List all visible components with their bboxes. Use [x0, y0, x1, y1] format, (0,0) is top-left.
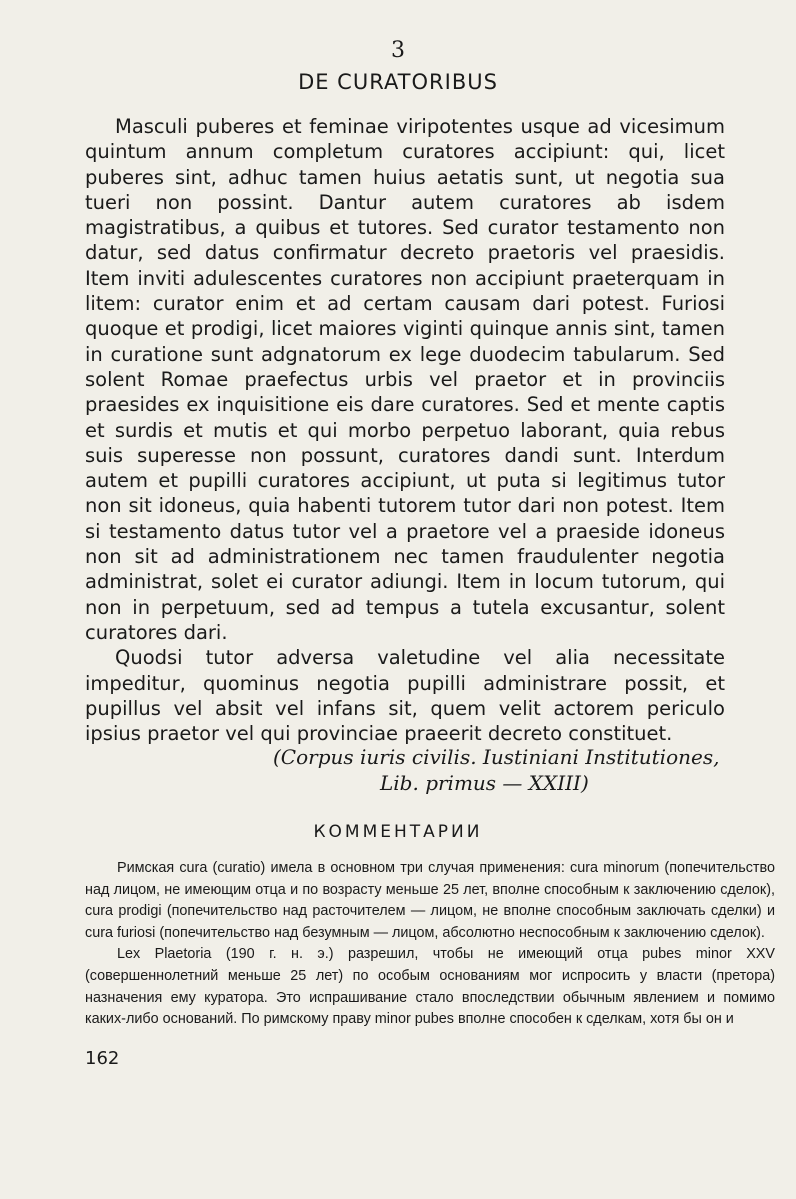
section-number: 3	[391, 38, 405, 63]
section-title: DE CURATORIBUS	[298, 70, 498, 94]
commentary-paragraph: Римская cura (curatio) имела в основном три случая применения: cura minorum (попечительство над лицом, не имеющим отца и по возрасту меньше 25 лет, вполне способным к заключению сделок), cura prodigi (попечительство над расточителем — лицом, не вполне способным заключать сделки) и cura furiosi (попечительство над безумным — лицом, абсолютно неспособным к заключению сделок).	[85, 860, 775, 941]
page-number: 162	[85, 1048, 120, 1069]
citation	[85, 744, 750, 796]
citation-line: (Corpus iuris civilis. Iustiniani Institutiones,	[273, 745, 720, 769]
citation-line: Lib. primus — XXIII)	[380, 771, 589, 795]
latin-paragraph: Masculi puberes et feminae viripotentes usque ad vicesimum quintum annum completum curatores accipiunt: qui, licet puberes sint, adhuc tamen huius aetatis sunt, ut negotia sua tueri non possint. Dantur autem curatores ab isdem magistratibus, a quibus et tutores. Sed curator testamento non datur, sed datus confirmatur decreto praetoris vel praesidis. Item inviti adulescentes curatores non accipiunt praeterquam in litem: curator enim et ad certam causam dari potest. Furiosi quoque et prodigi, licet maiores viginti quinque annis sint, tamen in curatione sunt adgnatorum ex lege duodecim tabularum. Sed solent Romae praefectus urbis vel praetor et in provinciis praesides ex inquisitione eis dare curatores. Sed et mente captis et surdis et mutis et qui morbo perpetuo laborant, quia rebus suis superesse non possunt, curatores dandi sunt. Interdum autem et pupilli curatores accipiunt, ut puta si legitimus tutor non sit idoneus, quia habenti tutorem tutor dari non potest. Item si testamento datus tutor vel a praetore vel a praeside idoneus non sit ad administrationem nec tamen fraudulenter negotia administrat, solet ei curator adiungi. Item in locum tutorum, qui non in perpetuum, sed ad tempus a tutela excusantur, solent curatores dari.	[85, 115, 725, 644]
commentary-paragraph: Lex Plaetoria (190 г. н. э.) разрешил, чтобы не имеющий отца pubes minor XXV (совершеннолетний меньше 25 лет) по особым основаниям мог испросить у власти (претора) назначения ему куратора. Это испрашивание стало впоследствии обычным явлением и помимо каких-либо оснований. По римскому праву minor pubes вполне способен к сделкам, хотя бы он и	[85, 946, 775, 1028]
commentary-title: КОММЕНТАРИИ	[313, 822, 483, 842]
latin-text	[85, 114, 725, 746]
latin-paragraph: Quodsi tutor adversa valetudine vel alia necessitate impeditur, quominus negotia pupilli administrare possit, et pupillus vel absit vel infans sit, quem velit actorem periculo ipsius praetor vel qui provinciae praeerit decreto constituet.	[85, 646, 725, 746]
commentary-text	[85, 858, 775, 1031]
